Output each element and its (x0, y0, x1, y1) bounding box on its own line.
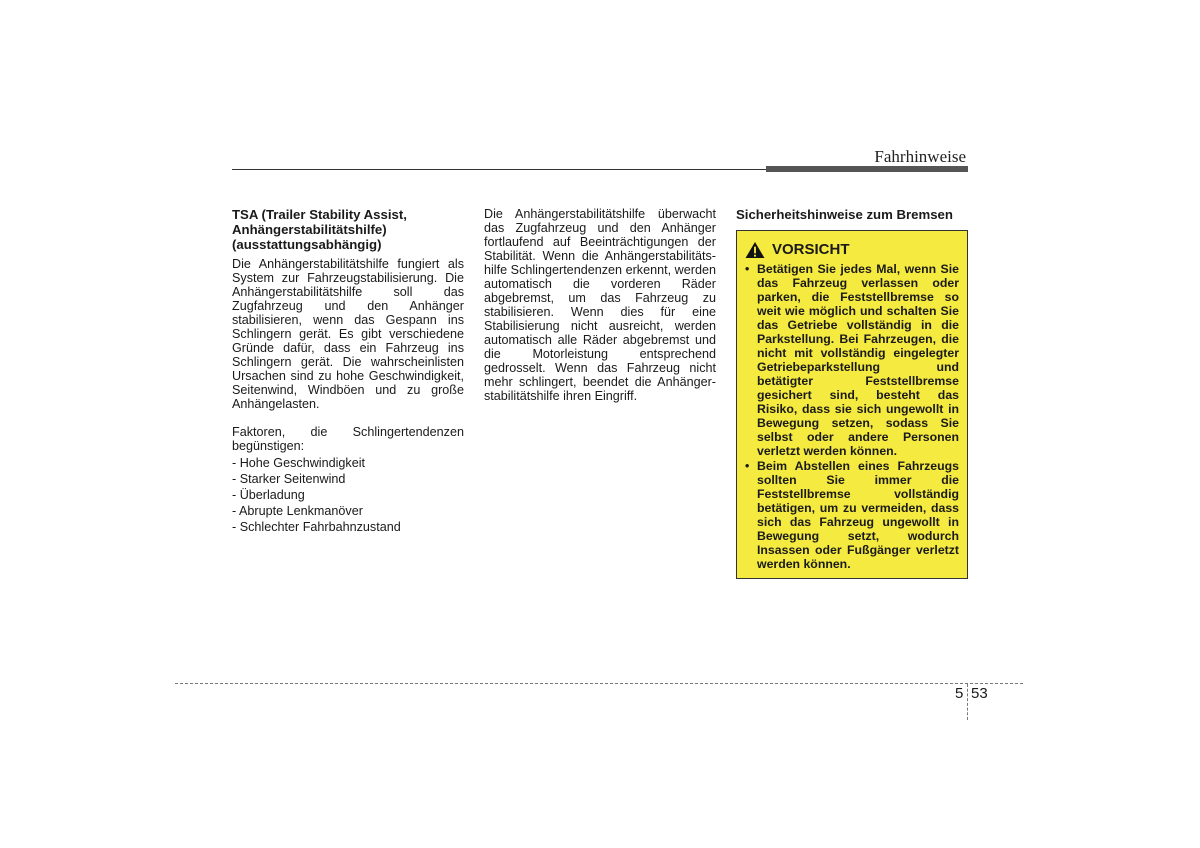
caution-box (736, 230, 968, 579)
caution-list (744, 262, 959, 571)
tsa-intro-paragraph: Die Anhängerstabilitätshilfe fungiert als System zur Fahrzeugstabilisierung. Die Anhängerstabilitätshilfe soll das Zugfahrzeug und den Anhänger stabilisieren, wenn das Gespann ins Schlingern gerät. Es gibt verschiedene Gründe dafür, dass ein Fahrzeug ins Schlingern gerät. Die wahrscheinlisten Ursachen sind zu hohe Geschwindigkeit, Seitenwind, Windböen und zu große Anhängelasten. (232, 257, 464, 411)
list-item: - Abrupte Lenkmanöver (232, 504, 363, 518)
list-item: - Überladung (232, 488, 305, 502)
list-item: - Hohe Geschwindigkeit (232, 456, 365, 470)
page-number: 53 (971, 685, 988, 702)
caution-item: • Betätigen Sie jedes Mal, wenn Sie das Fahrzeug verlassen oder parken, die Feststellbremse so weit wie möglich und schalten Sie das Getriebe vollständig in die Parkstellung. Bei Fahrzeugen, die nicht mit vollständig eingelegter Getriebeparkstellung und betätigter Feststellbremse gesichert sind, besteht das Risiko, dass sie sich ungewollt in Bewegung setzen, sodass Sie selbst oder andere Personen verletzt werden können. (744, 262, 959, 458)
column-left (232, 207, 464, 535)
footer-divider (175, 683, 1023, 684)
caution-item: • Beim Abstellen eines Fahrzeugs sollten Sie immer die Feststellbremse vollständig betätigen, um zu vermeiden, dass sich das Fahrzeug ungewollt in Bewegung setzt, wodurch Insassen oder Fußgänger verletzt werden können. (744, 459, 959, 571)
caution-title: VORSICHT (772, 241, 850, 258)
list-item: - Schlechter Fahrbahnzustand (232, 520, 401, 534)
caution-header (744, 241, 959, 259)
tsa-function-paragraph: Die Anhängerstabilitätshilfe überwacht das Zugfahrzeug und den Anhänger fortlaufend auf Beeinträchtigungen der Stabilität. Wenn die Anhängerstabilitätshilfe Schlingertendenzen erkennt, werden automatisch die vorderen Räder abgebremst, um das Fahrzeug zu stabilisieren. Wenn dies für eine Stabilisierung nicht ausreicht, werden automatisch alle Räder abgebremst und die Motorleistung entsprechend gedrosselt. Wenn das Fahrzeug nicht mehr schlingert, beendet die Anhängerstabilitätshilfe ihren Eingriff. (484, 207, 716, 403)
header-rule (232, 169, 766, 170)
section-title: Fahrhinweise (874, 147, 966, 166)
warning-triangle-icon (744, 241, 766, 259)
tsa-factors-intro: Faktoren, die Schlingertendenzen begünstigen: (232, 425, 464, 453)
chapter-number: 5 (955, 685, 964, 702)
tsa-heading: TSA (Trailer Stability Assist, Anhängerstabilitätshilfe) (ausstattungsabhängig) (232, 207, 407, 252)
list-item: - Starker Seitenwind (232, 472, 346, 486)
footer-page-separator (967, 684, 968, 720)
factors-list (232, 455, 464, 535)
column-right (736, 207, 968, 579)
brakes-heading: Sicherheitshinweise zum Bremsen (736, 207, 953, 222)
header-rule-accent (766, 166, 968, 172)
column-middle (484, 207, 716, 403)
